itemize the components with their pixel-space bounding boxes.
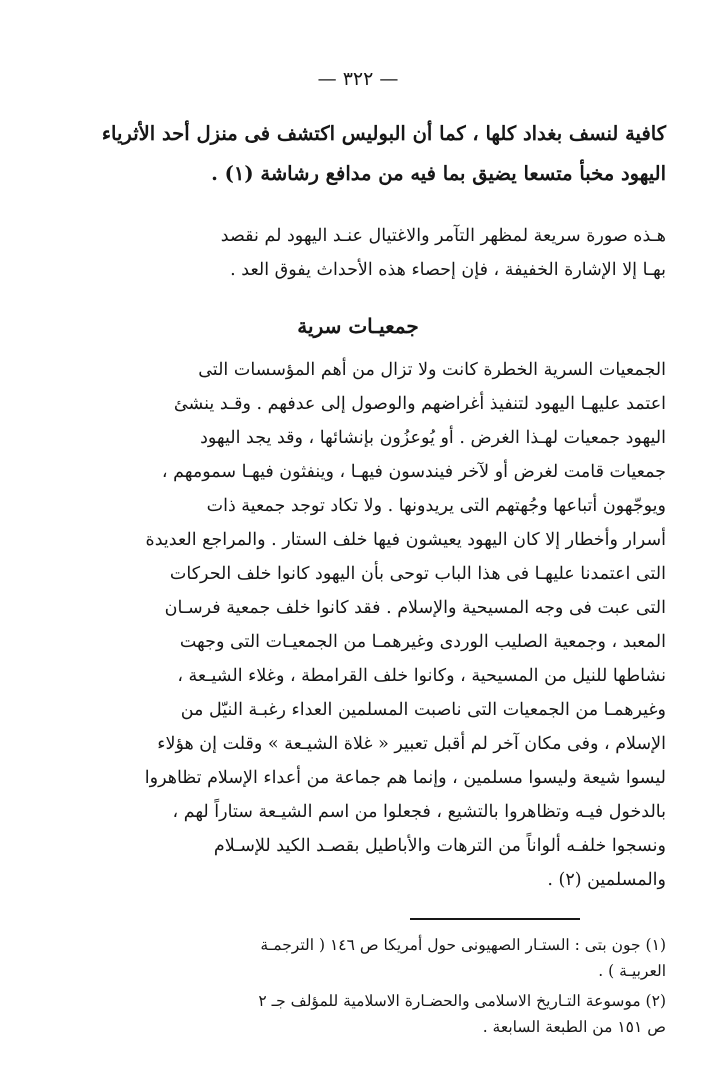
section-line-6: أسرار وأخطار إلا كان اليهود يعيشون فيها خلف الستار . والمراجع العديدة — [145, 530, 666, 550]
section-line-1: الجمعيات السرية الخطرة كانت ولا تزال من أهم المؤسسات التى — [198, 360, 666, 380]
footnote-line-1: (١) جون بتى : الستـار الصهيونى حول أمريكا ص ١٤٦ ( الترجمـة — [260, 936, 666, 954]
section-line-10: نشاطها للنيل من المسيحية ، وكانوا خلف القرامطة ، وغلاء الشيـعة ، — [177, 666, 666, 686]
intro-line-1: كافية لنسف بغداد كلها ، كما أن البوليس اكتشف فى منزل أحد الأثرياء — [101, 122, 666, 145]
section-line-4: جمعيات قامت لغرض أو لآخر فيندسون فيهـا ، وينفثون فيهـا سمومهم ، — [161, 462, 666, 482]
footnote-line-4: ص ١٥١ من الطبعة السابعة . — [482, 1018, 666, 1036]
section-line-11: وغيرهمـا من الجمعيات التى ناصبت المسلمين العداء رغبـة النيّل من — [180, 700, 666, 720]
section-line-16: والمسلمين (٢) . — [547, 870, 666, 890]
section-line-3: اليهود جمعيات لهـذا الغرض . أو يُوعزُون بإنشائها ، وقد يجد اليهود — [200, 428, 666, 448]
section-line-7: التى اعتمدنا عليهـا فى هذا الباب توحى بأن اليهود كانوا خلف الحركات — [169, 564, 666, 584]
page-number: — ٣٢٢ — — [317, 68, 399, 90]
section-line-14: بالدخول فيـه وتظاهروا بالتشيع ، فجعلوا من اسم الشيـعة ستاراً لهم ، — [172, 802, 666, 822]
footnote-line-3: (٢) موسوعة التـاريخ الاسلامى والحضـارة الاسلامية للمؤلف جـ ٢ — [258, 992, 666, 1010]
paragraph-line-1: هـذه صورة سريعة لمظهر التآمر والاغتيال عنـد اليهود لم نقصد — [220, 226, 666, 246]
section-line-9: المعبد ، وجمعية الصليب الوردى وغيرهمـا من الجمعيـات التى وجهت — [179, 632, 666, 652]
section-line-2: اعتمد عليهـا اليهود لتنفيذ أغراضهم والوصول إلى عدفهم . وقـد ينشئ — [173, 394, 666, 414]
intro-line-2: اليهود مخبأ متسعا يضيق بما فيه من مدافع رشاشة (١) . — [211, 162, 666, 185]
section-line-8: التى عبت فى وجه المسيحية والإسلام . فقد كانوا خلف جمعية فرسـان — [164, 598, 666, 618]
section-line-12: الإسلام ، وفى مكان آخر لم أقبل تعبير « غلاة الشيـعة » وقلت إن هؤلاء — [157, 734, 666, 754]
footnote-line-2: العربيـة ) . — [598, 962, 666, 980]
section-line-5: ويوجّهون أتباعها وجُهتهم التى يريدونها . ولا تكاد توجد جمعية ذات — [206, 496, 666, 516]
section-line-15: ونسجوا خلفـه ألواناً من الترهات والأباطيل بقصـد الكيد للإسـلام — [213, 836, 666, 856]
paragraph-line-2: بهـا إلا الإشارة الخفيفة ، فإن إحصاء هذه الأحداث يفوق العد . — [230, 260, 666, 280]
section-line-13: ليسوا شيعة وليسوا مسلمين ، وإنما هم جماعة من أعداء الإسلام تظاهروا — [144, 768, 666, 788]
section-heading: جمعيـات سرية — [297, 314, 419, 338]
footnote-separator — [410, 918, 580, 920]
